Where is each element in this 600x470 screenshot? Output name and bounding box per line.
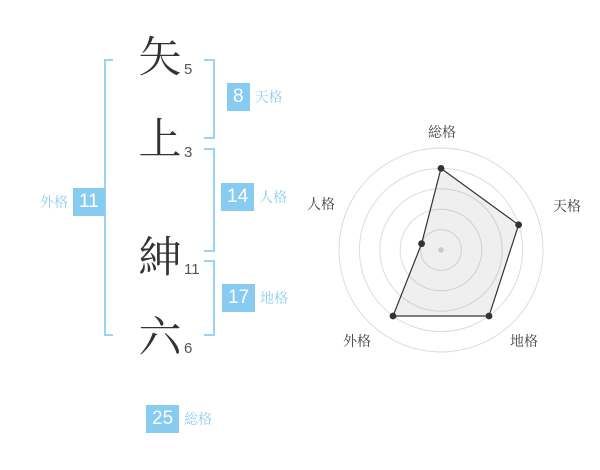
jinkaku-label: 人格 bbox=[259, 189, 288, 205]
tenkaku-badge-group bbox=[227, 83, 283, 111]
radar-axis-label: 総格 bbox=[428, 124, 456, 140]
radar-data-polygon bbox=[393, 168, 519, 316]
chikaku-value: 17 bbox=[222, 284, 255, 312]
soukaku-badge-group bbox=[146, 405, 212, 433]
name-character-2: 上 bbox=[138, 116, 182, 164]
radar-axis-label: 天格 bbox=[553, 198, 581, 214]
stroke-count-1: 5 bbox=[184, 61, 193, 78]
gaikaku-label: 外格 bbox=[40, 194, 68, 210]
tenkaku-label: 天格 bbox=[254, 89, 283, 105]
radar-data-point bbox=[438, 165, 445, 172]
soukaku-label: 総格 bbox=[184, 411, 213, 427]
gaikaku-badge-group bbox=[40, 188, 105, 216]
jinkaku-bracket bbox=[204, 148, 215, 252]
name-character-3: 紳 bbox=[138, 234, 182, 282]
radar-axis-label: 外格 bbox=[343, 333, 371, 349]
jinkaku-value: 14 bbox=[221, 183, 254, 211]
radar-data-point bbox=[390, 313, 397, 320]
chikaku-label: 地格 bbox=[260, 290, 289, 306]
gaikaku-value: 11 bbox=[73, 188, 105, 216]
chikaku-badge-group bbox=[222, 284, 288, 312]
gaikaku-bracket bbox=[104, 59, 113, 336]
soukaku-value: 25 bbox=[146, 405, 179, 433]
stroke-count-4: 6 bbox=[184, 340, 193, 357]
radar-data-point bbox=[515, 221, 522, 228]
name-character-4: 六 bbox=[138, 314, 182, 362]
radar-center-dot bbox=[438, 247, 444, 253]
radar-data-point bbox=[486, 313, 493, 320]
radar-axis-label: 人格 bbox=[307, 196, 335, 212]
radar-axis-label: 地格 bbox=[510, 333, 538, 349]
stroke-count-3: 11 bbox=[184, 261, 200, 278]
radar-data-point bbox=[418, 240, 425, 247]
tenkaku-value: 8 bbox=[227, 83, 250, 111]
jinkaku-badge-group bbox=[221, 183, 287, 211]
stroke-count-2: 3 bbox=[184, 144, 193, 161]
radar-chart bbox=[296, 105, 586, 395]
name-character-1: 矢 bbox=[138, 34, 182, 82]
